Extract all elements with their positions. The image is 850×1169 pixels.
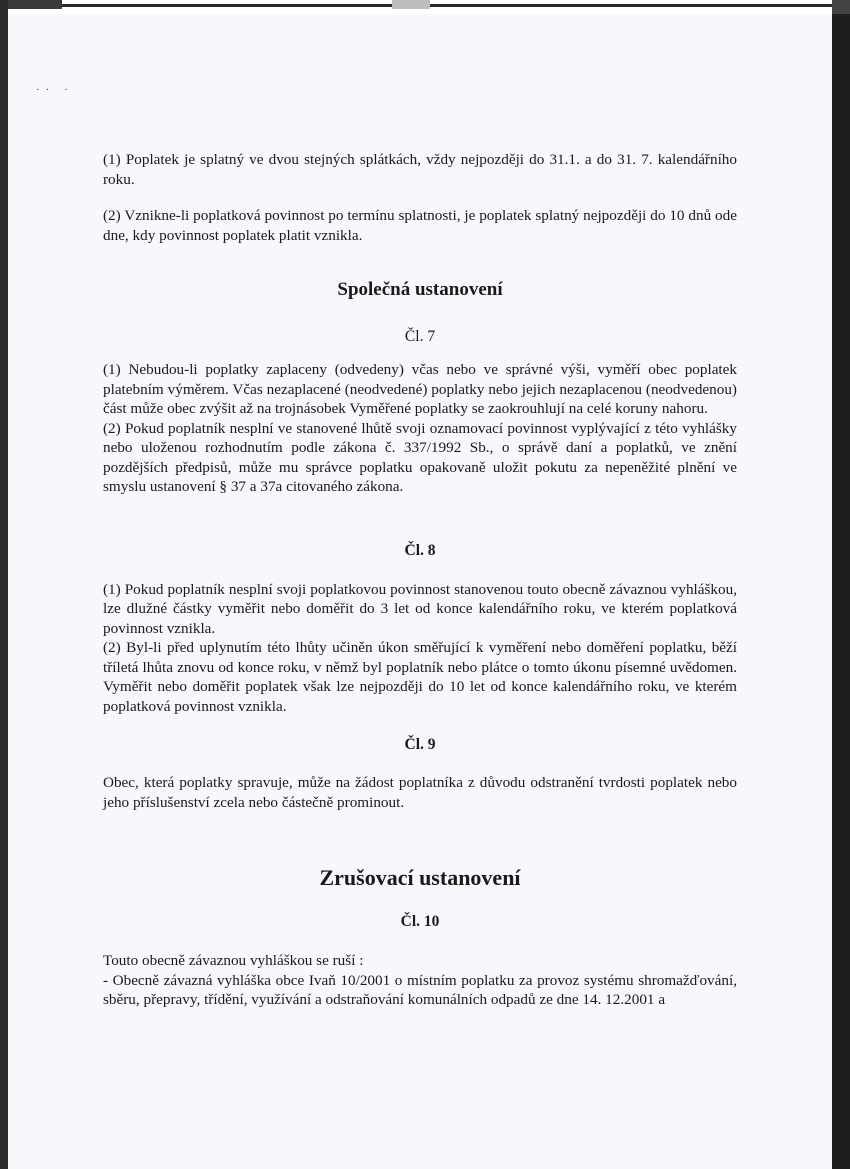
section-title-repeal-provisions: Zrušovací ustanovení	[319, 865, 521, 890]
article-9-paragraph-1: Obec, která poplatky spravuje, může na žádost poplatníka z důvodu odstranění tvrdosti poplatek nebo jeho příslušenství zcela nebo částečně prominout.	[103, 774, 737, 811]
scan-artifact	[832, 0, 850, 14]
scan-artifact	[392, 0, 430, 9]
scan-artifact	[62, 4, 392, 7]
scan-artifact	[0, 0, 62, 9]
paragraph-late-obligation: (2) Vznikne-li poplatková povinnost po termínu splatnosti, je poplatek splatný nejpozději do 10 dnů ode dne, kdy povinnost poplatek platit vznikla.	[103, 207, 737, 244]
article-10-title: Čl. 10	[400, 913, 440, 930]
article-10-repealed-item: - Obecně závazná vyhláška obce Ivaň 10/2001 o místním poplatku za provoz systému shromažďování, sběru, přepravy, třídění, využívání a odstraňování komunálních odpadů ze dne 14. 12.2001 a	[103, 971, 737, 1008]
article-7-paragraph-1: (1) Nebudou-li poplatky zaplaceny (odvedeny) včas nebo ve správné výši, vyměří obec poplatek platebním výměrem. Včas nezaplacené (neodvedené) poplatky nebo jejich nezaplacenou (neodvedenou) část může obec zvýšit až na trojnásobek Vyměřené poplatky se zaokrouhlují na celé koruny nahoru.	[103, 361, 737, 417]
paragraph-payment-terms: (1) Poplatek je splatný ve dvou stejných splátkách, vždy nejpozději do 31.1. a do 31. 7. kalendářního roku.	[103, 151, 737, 188]
article-10-intro: Touto obecně závaznou vyhláškou se ruší :	[103, 952, 364, 969]
scan-left-edge	[0, 0, 8, 1169]
article-8-paragraph-2: (2) Byl-li před uplynutím této lhůty učiněn úkon směřující k vyměření nebo doměření poplatku, běží tříletá lhůta znovu od konce roku, v němž byl poplatník nebo plátce o tomto úkonu písemné uvědomen. Vyměřit nebo doměřit poplatek však lze nejpozději do 10 let od konce kalendářního roku, ve kterém poplatková povinnost vznikla.	[103, 639, 737, 715]
document-content	[103, 150, 737, 1010]
scan-artifact	[430, 4, 850, 7]
article-8-title: Čl. 8	[404, 541, 436, 559]
section-title-common-provisions: Společná ustanovení	[337, 279, 503, 300]
article-8-paragraph-1: (1) Pokud poplatník nesplní svoji poplatkovou povinnost stanovenou touto obecně závaznou vyhláškou, lze dlužné částky vyměřit nebo doměřit do 3 let od konce kalendářního roku, ve kterém poplatková povinnost vznikla.	[103, 580, 737, 637]
scan-specks: ·· ·	[36, 84, 74, 96]
scan-top-edge	[0, 0, 850, 14]
article-9-title: Čl. 9	[404, 736, 436, 753]
article-7-title: Čl. 7	[404, 328, 436, 345]
article-7-paragraph-2: (2) Pokud poplatník nesplní ve stanovené lhůtě svoji oznamovací povinnost vyplývající z této vyhlášky nebo uloženou rozhodnutím podle zákona č. 337/1992 Sb., o správě daní a poplatků, ve znění pozdějších předpisů, může mu správce poplatku opakovaně uložit pokutu za nepeněžité plnění ve smyslu ustanovení § 37 a 37a citovaného zákona.	[103, 419, 737, 495]
scan-right-edge	[832, 14, 850, 1169]
